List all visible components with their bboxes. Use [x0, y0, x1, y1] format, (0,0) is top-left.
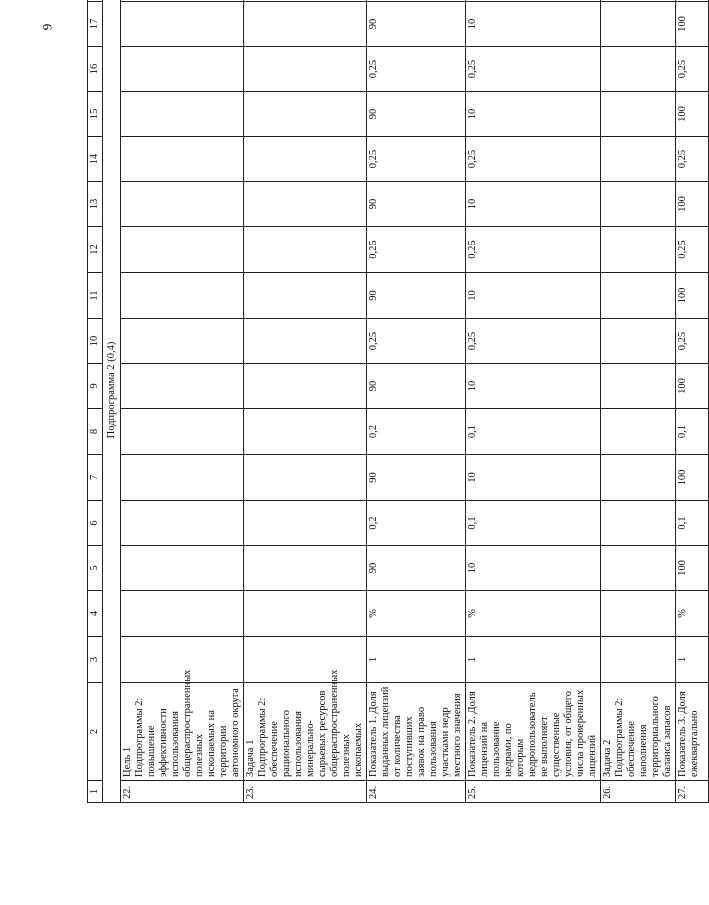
value-cell: [601, 47, 676, 92]
value-cell: [244, 319, 367, 364]
value-cell: 1: [466, 637, 601, 683]
page-number: 9: [39, 23, 54, 31]
value-cell: 10: [466, 273, 601, 319]
value-cell: 0,25: [367, 137, 466, 182]
value-cell: [121, 409, 244, 455]
value-cell: 90: [367, 2, 466, 47]
value-cell: 100: [676, 2, 709, 47]
value-cell: [244, 273, 367, 319]
value-cell: 10: [466, 92, 601, 137]
column-number-header: 15: [88, 92, 103, 137]
value-cell: 100: [676, 455, 709, 501]
column-number-header: 11: [88, 273, 103, 319]
value-cell: 0,25: [676, 227, 709, 273]
value-cell: 90: [367, 546, 466, 591]
rotated-content: [87, 16, 700, 803]
value-cell: 1: [676, 637, 709, 683]
table-row: [676, 0, 709, 803]
row-description: Показатель 1. Доля выданных лицензий от количества поступивших заявок на право пользования участками недр местного значения: [367, 683, 466, 781]
row-description: Цель 1 Подпрограммы 2: повышение эффективности использования общераспространенных полезных ископаемых на территории автономного округа: [121, 683, 244, 781]
value-cell: [676, 0, 709, 2]
column-number-header: 3: [88, 637, 103, 683]
column-number-header: 6: [88, 501, 103, 546]
column-number-header: 1: [88, 781, 103, 803]
value-cell: 0,25: [367, 227, 466, 273]
value-cell: [121, 591, 244, 637]
value-cell: 0,25: [466, 319, 601, 364]
value-cell: 0,1: [676, 501, 709, 546]
value-cell: [121, 137, 244, 182]
row-description: Показатель 3. Доля ежеквартально: [676, 683, 709, 781]
value-cell: [244, 92, 367, 137]
value-cell: 90: [367, 182, 466, 227]
row-number: 23.: [244, 781, 367, 803]
row-number: 24.: [367, 781, 466, 803]
value-cell: [121, 273, 244, 319]
value-cell: [601, 2, 676, 47]
value-cell: 100: [676, 182, 709, 227]
value-cell: 100: [676, 92, 709, 137]
value-cell: [121, 227, 244, 273]
column-number-header: 2: [88, 683, 103, 781]
value-cell: 100: [676, 546, 709, 591]
value-cell: 0,25: [676, 47, 709, 92]
value-cell: [601, 591, 676, 637]
value-cell: %: [676, 591, 709, 637]
value-cell: [244, 0, 367, 2]
value-cell: 90: [367, 364, 466, 409]
value-cell: [367, 0, 466, 2]
value-cell: [244, 227, 367, 273]
rotated-table-frame: [87, 16, 700, 803]
column-number-header: 5: [88, 546, 103, 591]
row-number: 27.: [676, 781, 709, 803]
table-row: [244, 0, 367, 803]
value-cell: [121, 501, 244, 546]
value-cell: [601, 137, 676, 182]
table-row: [466, 0, 601, 803]
column-number-header: 16: [88, 47, 103, 92]
value-cell: [121, 2, 244, 47]
value-cell: [244, 137, 367, 182]
value-cell: [601, 227, 676, 273]
value-cell: [466, 0, 601, 2]
value-cell: 0,25: [466, 227, 601, 273]
column-number-header: 17: [88, 2, 103, 47]
value-cell: 0,2: [367, 409, 466, 455]
value-cell: 90: [367, 92, 466, 137]
value-cell: 100: [676, 364, 709, 409]
value-cell: [601, 501, 676, 546]
column-number-header: 12: [88, 227, 103, 273]
value-cell: [244, 409, 367, 455]
value-cell: 10: [466, 455, 601, 501]
value-cell: [244, 455, 367, 501]
value-cell: [121, 0, 244, 2]
table-row: [601, 0, 676, 803]
value-cell: 100: [676, 273, 709, 319]
value-cell: 90: [367, 273, 466, 319]
value-cell: 10: [466, 364, 601, 409]
value-cell: [601, 546, 676, 591]
value-cell: 10: [466, 546, 601, 591]
value-cell: [601, 409, 676, 455]
column-number-header: 10: [88, 319, 103, 364]
value-cell: [601, 319, 676, 364]
column-number-header: 7: [88, 455, 103, 501]
value-cell: [121, 319, 244, 364]
row-number: 22.: [121, 781, 244, 803]
value-cell: [601, 364, 676, 409]
value-cell: 0,25: [676, 137, 709, 182]
value-cell: %: [367, 591, 466, 637]
value-cell: [244, 637, 367, 683]
value-cell: [121, 546, 244, 591]
row-description: Задача 2 Подпрограммы 2: обеспечение наполнения территориального баланса запасов: [601, 683, 676, 781]
value-cell: [244, 364, 367, 409]
column-number-header: 4: [88, 591, 103, 637]
value-cell: 0,1: [466, 409, 601, 455]
row-description: Задача 1 Подпрограммы 2: обеспечение рационального использования минерально-сырьевых ресурсов общераспространенных полезных ископаемых: [244, 683, 367, 781]
value-cell: [121, 364, 244, 409]
value-cell: [121, 182, 244, 227]
column-number-row: [88, 0, 103, 803]
column-number-header: 9: [88, 364, 103, 409]
subprogram-row: [103, 0, 121, 803]
table-row: [367, 0, 466, 803]
row-number: 25.: [466, 781, 601, 803]
value-cell: [601, 455, 676, 501]
value-cell: 0,25: [466, 137, 601, 182]
value-cell: 0,25: [367, 47, 466, 92]
row-description: Показатель 2. Доля лицензий на пользование недрами, по которым недропользователь не выполняет существенные условия, от общего числа проверенных лицензий: [466, 683, 601, 781]
value-cell: 10: [466, 182, 601, 227]
value-cell: [601, 273, 676, 319]
table-row: [121, 0, 244, 803]
value-cell: 0,1: [676, 409, 709, 455]
value-cell: 0,1: [466, 501, 601, 546]
value-cell: 0,25: [466, 47, 601, 92]
value-cell: [601, 92, 676, 137]
subprogram-title: Подпрограмма 2 (0,4): [103, 0, 121, 803]
value-cell: [601, 182, 676, 227]
value-cell: 0,25: [676, 319, 709, 364]
value-cell: 1: [367, 637, 466, 683]
value-cell: [244, 546, 367, 591]
value-cell: [244, 501, 367, 546]
value-cell: 0,25: [367, 319, 466, 364]
value-cell: [244, 182, 367, 227]
value-cell: [244, 591, 367, 637]
value-cell: [601, 637, 676, 683]
column-number-header: 14: [88, 137, 103, 182]
column-number-header: 13: [88, 182, 103, 227]
row-number: 26.: [601, 781, 676, 803]
value-cell: [121, 92, 244, 137]
value-cell: [121, 47, 244, 92]
value-cell: [244, 47, 367, 92]
value-cell: 90: [367, 455, 466, 501]
value-cell: [121, 455, 244, 501]
column-number-header: [88, 0, 103, 2]
indicator-table: [87, 0, 709, 803]
value-cell: %: [466, 591, 601, 637]
column-number-header: 8: [88, 409, 103, 455]
table-body: [88, 0, 709, 803]
value-cell: [601, 0, 676, 2]
value-cell: 0,2: [367, 501, 466, 546]
value-cell: 10: [466, 2, 601, 47]
value-cell: [244, 2, 367, 47]
